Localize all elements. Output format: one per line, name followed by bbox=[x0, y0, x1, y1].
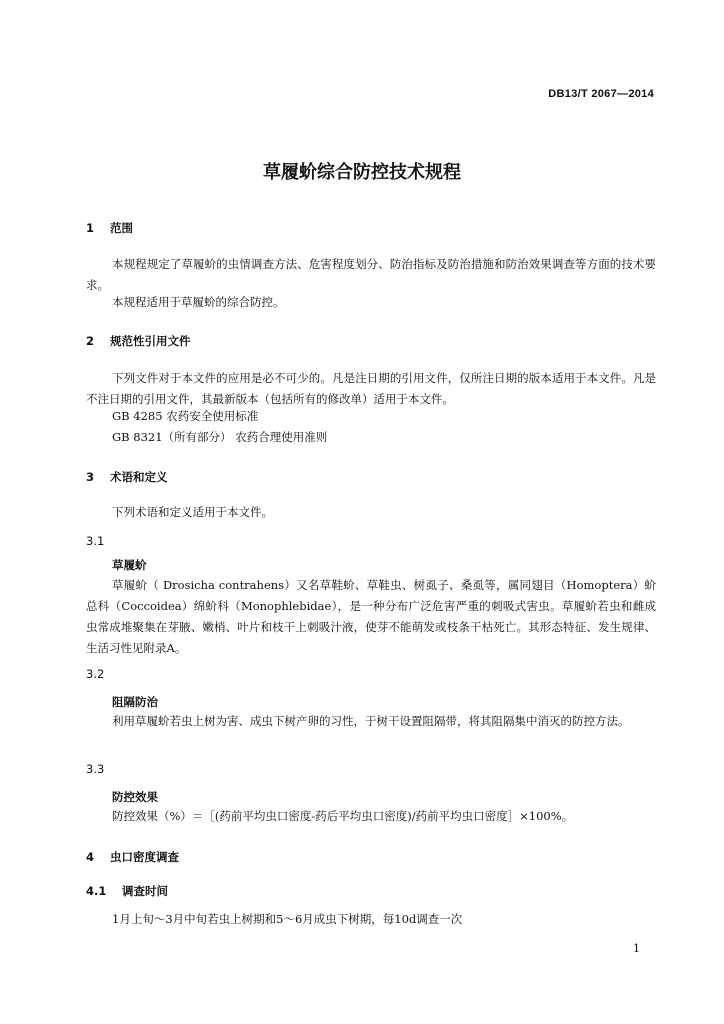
section-title: 规范性引用文件 bbox=[110, 334, 191, 348]
section-number: 3 bbox=[86, 470, 95, 484]
subsection-4-1-heading bbox=[86, 883, 168, 899]
section-2-paragraph-1: 下列文件对于本文件的应用是必不可少的。凡是注日期的引用文件，仅所注日期的版本适用于本文件。凡是不注日期的引用文件，其最新版本（包括所有的修改单）适用于本文件。 bbox=[86, 371, 656, 406]
section-2-heading bbox=[86, 333, 191, 349]
section-title: 术语和定义 bbox=[110, 470, 168, 484]
section-number: 4 bbox=[86, 850, 95, 864]
subsection-number: 4.1 bbox=[86, 884, 107, 898]
term-3-1-number: 3.1 bbox=[86, 534, 105, 548]
term-3-3-title: 防控效果 bbox=[112, 790, 158, 804]
reference-gb4285: GB 4285 农药安全使用标准 bbox=[112, 409, 259, 423]
section-1-paragraph-1: 本规程规定了草履蚧的虫情调查方法、危害程度划分、防治指标及防治措施和防治效果调查等方面的技术要求。 bbox=[86, 257, 656, 292]
section-3-paragraph-1: 下列术语和定义适用于本文件。 bbox=[112, 505, 273, 519]
reference-gb8321: GB 8321（所有部分） 农药合理使用准则 bbox=[112, 430, 328, 444]
section-number: 2 bbox=[86, 334, 95, 348]
section-3-heading bbox=[86, 469, 168, 485]
subsection-title: 调查时间 bbox=[122, 884, 169, 898]
section-title: 范围 bbox=[110, 221, 134, 235]
term-3-3-number: 3.3 bbox=[86, 762, 105, 776]
section-1-paragraph-2: 本规程适用于草履蚧的综合防控。 bbox=[112, 295, 285, 309]
section-number: 1 bbox=[86, 221, 95, 235]
document-title: 草履蚧综合防控技术规程 bbox=[263, 162, 461, 183]
term-3-1-title: 草履蚧 bbox=[112, 558, 147, 572]
term-3-3-definition: 防控效果（%）＝［(药前平均虫口密度-药后平均虫口密度)/药前平均虫口密度］×100%。 bbox=[112, 809, 574, 823]
section-4-1-paragraph: 1月上旬～3月中旬若虫上树期和5～6月成虫下树期，每10d调查一次 bbox=[112, 912, 463, 926]
section-4-heading bbox=[86, 849, 179, 865]
section-title: 虫口密度调查 bbox=[110, 850, 180, 864]
standard-code: DB13/T 2067—2014 bbox=[548, 88, 654, 100]
term-3-2-number: 3.2 bbox=[86, 667, 105, 681]
term-3-2-title: 阻隔防治 bbox=[112, 695, 158, 709]
section-1-heading bbox=[86, 220, 133, 236]
page-number: 1 bbox=[633, 942, 640, 955]
term-3-2-definition: 利用草履蚧若虫上树为害、成虫下树产卵的习性，于树干设置阻隔带，将其阻隔集中消灭的防控方法。 bbox=[112, 714, 630, 728]
term-3-1-definition: 草履蚧（ Drosicha contrahens）又名草鞋蚧、草鞋虫、树虱子、桑虱等，属同翅目（Homoptera）蚧总科（Coccoidea）绵蚧科（Monophlebidae），是一种分布广泛危害严重的刺吸式害虫。草履蚧若虫和雌成虫常成堆聚集在芽腋、嫩梢、叶片和枝干上刺吸汁液，使芽不能萌发或枝条干枯死亡。其形态特征、发生规律、生活习性见附录A。 bbox=[86, 578, 656, 655]
